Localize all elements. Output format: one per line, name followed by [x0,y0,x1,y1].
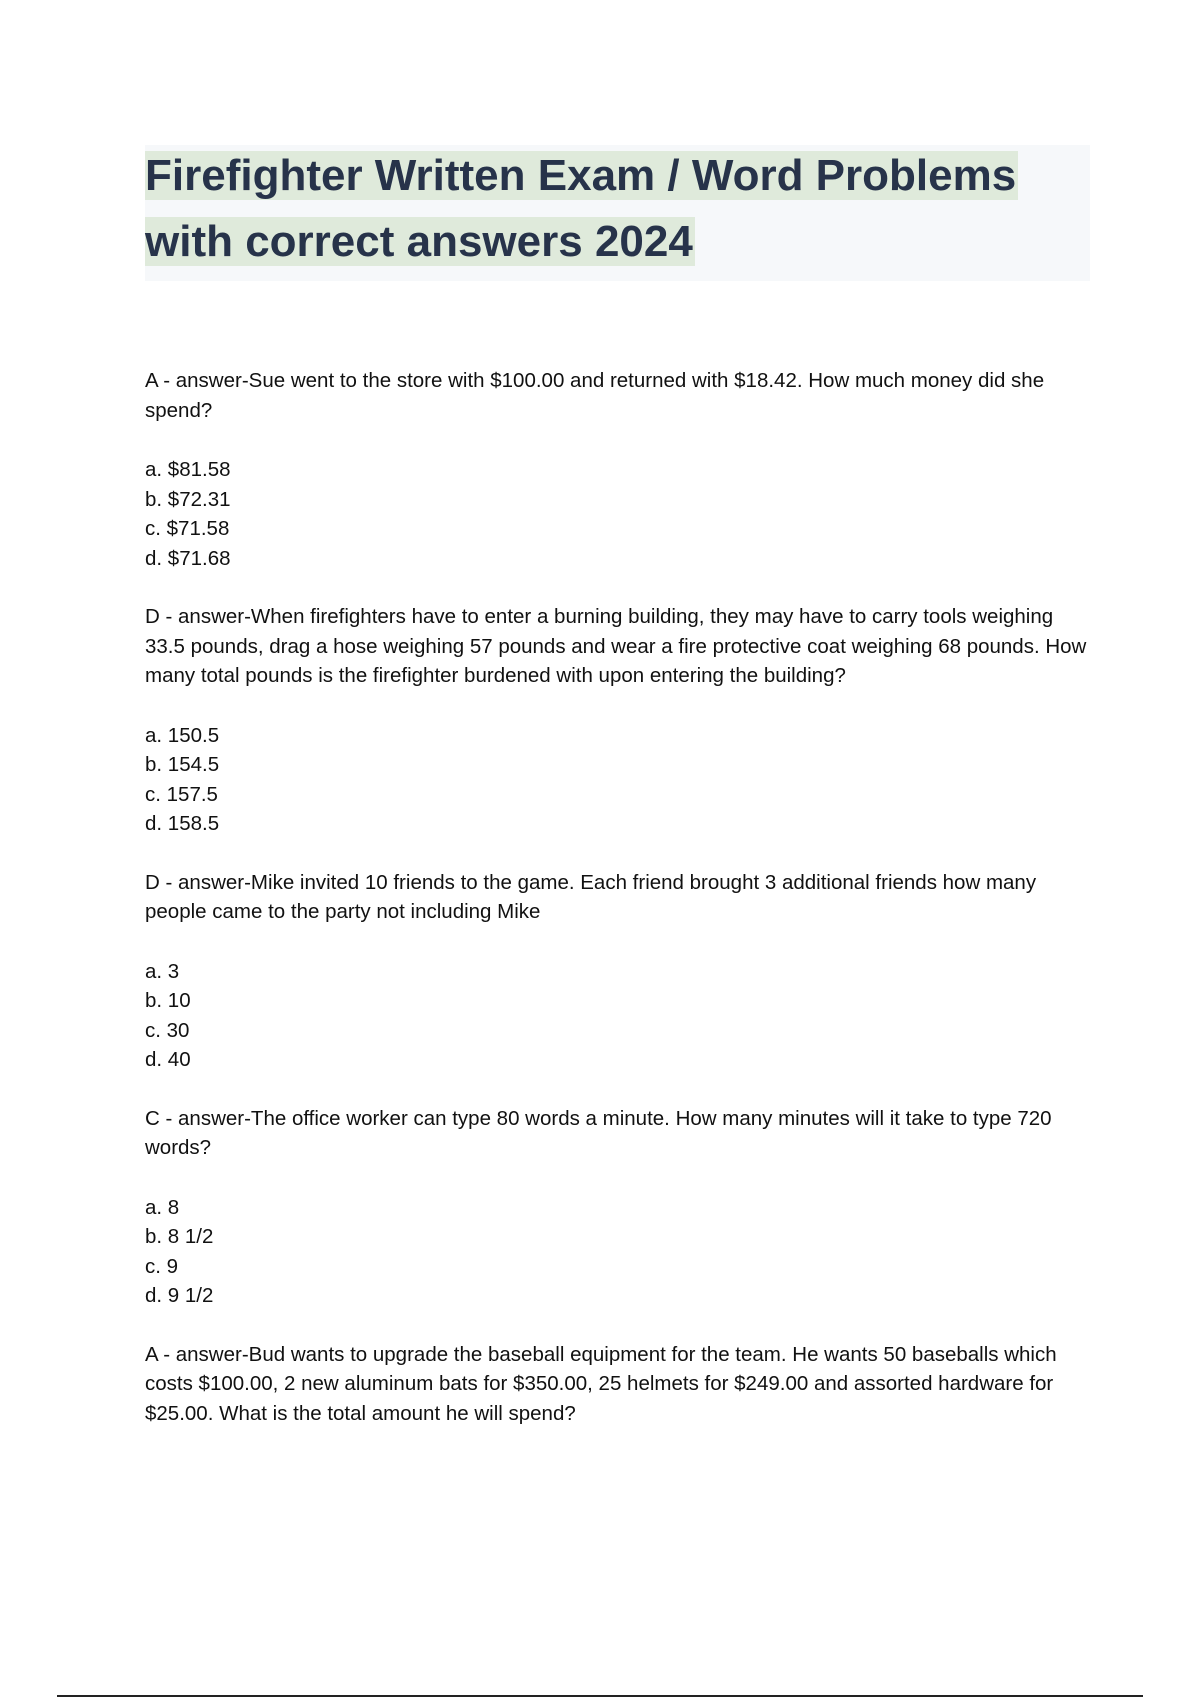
answer-option: a. 150.5 [145,723,220,747]
answer-option: d. 9 1/2 [145,1284,214,1307]
answer-option: a. $81.58 [145,458,231,481]
page-bottom-rule [57,1695,1143,1697]
answer-options [145,1193,1090,1311]
document-title [145,143,1085,275]
question-block [145,366,1090,573]
question-text: A - answer-Bud wants to upgrade the baseball equipment for the team. He wants 50 baseballs which costs $100.00, 2 new aluminum bats for $350.00, 25 helmets for $249.00 and assorted hardware for $25.00. What is the total amount he will spend? [145,1342,1057,1425]
question-block [145,868,1090,1075]
answer-option: a. 8 [145,1195,180,1219]
answer-option: c. $71.58 [145,517,230,540]
question-text: D - answer-When firefighters have to enter a burning building, they may have to carry tools weighing 33.5 pounds, drag a hose weighing 57 pounds and wear a fire protective coat weighing 68 pounds. How many total pounds is the firefighter burdened with upon entering the building? [145,605,1087,687]
question-text: D - answer-Mike invited 10 friends to the game. Each friend brought 3 additional friends how many people came to the party not including Mike [145,870,1037,923]
answer-options [145,957,1090,1075]
answer-option: d. $71.68 [145,546,231,570]
answer-option: b. 10 [145,989,191,1012]
question-text: C - answer-The office worker can type 80 words a minute. How many minutes will it take to type 720 words? [145,1106,1052,1159]
question-block [145,1340,1090,1429]
answer-option: d. 158.5 [145,812,220,835]
answer-options [145,721,1090,839]
answer-options [145,455,1090,573]
questions-list [145,366,1090,1457]
answer-option: b. 154.5 [145,753,220,776]
answer-option: d. 40 [145,1048,191,1071]
answer-option: a. 3 [145,959,180,983]
title-line-2: with correct answers 2024 [145,217,693,266]
answer-option: c. 157.5 [145,782,218,806]
question-block [145,1104,1090,1311]
answer-option: c. 30 [145,1018,190,1042]
question-text: A - answer-Sue went to the store with $100.00 and returned with $18.42. How much money did she spend? [145,369,1045,422]
title-line-1: Firefighter Written Exam / Word Problems [145,151,1017,200]
answer-option: c. 9 [145,1254,179,1278]
question-block [145,602,1090,839]
answer-option: b. 8 1/2 [145,1225,214,1248]
answer-option: b. $72.31 [145,487,231,511]
